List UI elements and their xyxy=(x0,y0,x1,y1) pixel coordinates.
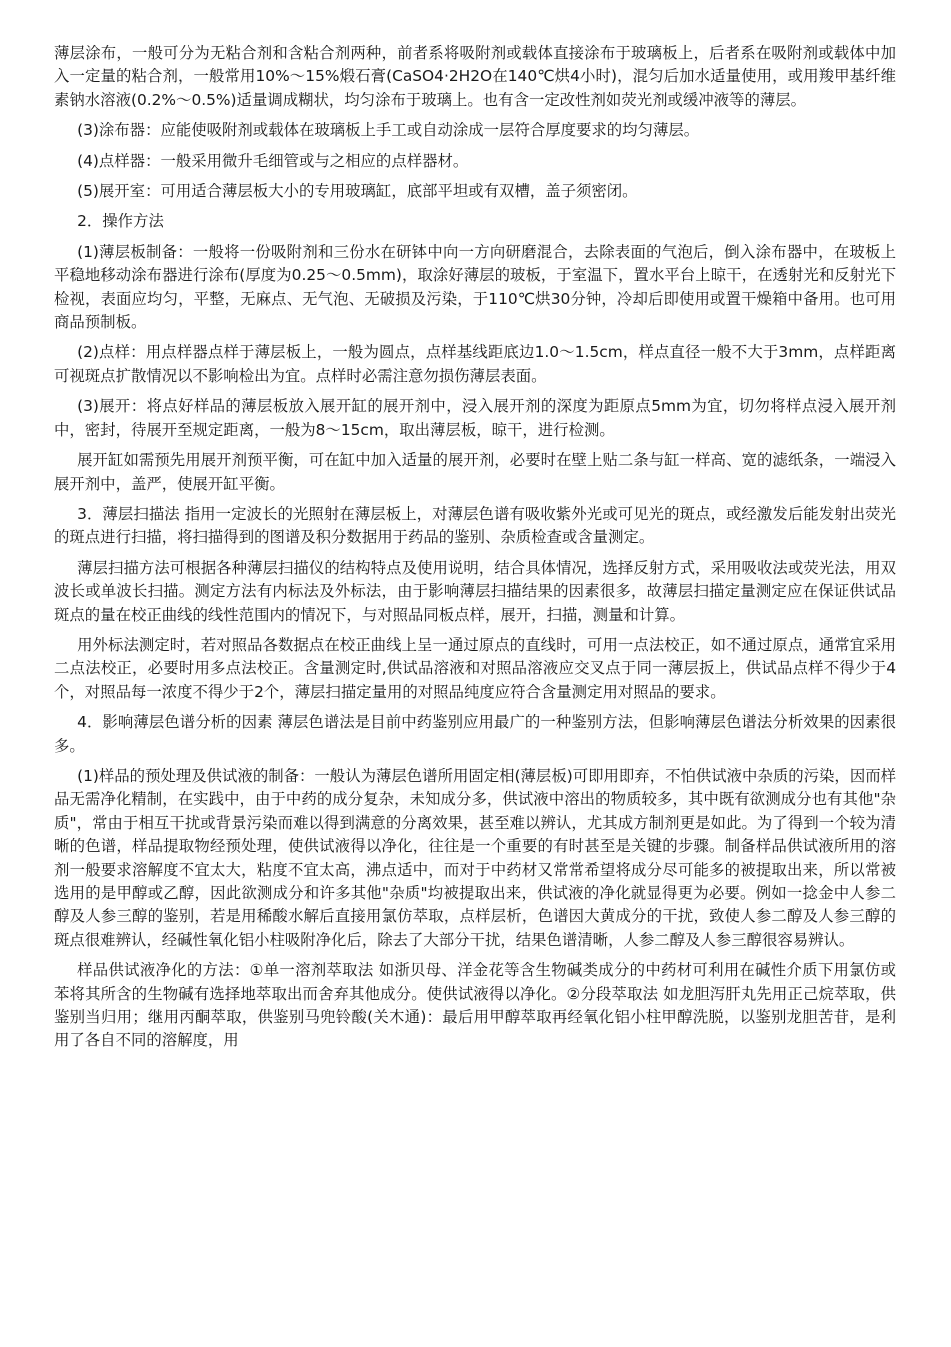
paragraph: (3)展开：将点好样品的薄层板放入展开缸的展开剂中，浸入展开剂的深度为距原点5mm为宜，切勿将样点浸入展开剂中，密封，待展开至规定距离，一般为8～15cm，取出薄层板，晾干，进行检测。 xyxy=(54,397,896,439)
paragraph: 样品供试液净化的方法：①单一溶剂萃取法 如浙贝母、洋金花等含生物碱类成分的中药材可利用在碱性介质下用氯仿或苯将其所含的生物碱有选择地萃取出而舍弃其他成分。使供试液得以净化。②分段萃取法 如龙胆泻肝丸先用正己烷萃取，供鉴别当归用；继用丙酮萃取，供鉴别马兜铃酸(关木通)：最后用甲醇萃取再经氧化铝小柱甲醇洗脱，以鉴别龙胆苦苷，是利用了各自不同的溶解度，用 xyxy=(54,961,896,1050)
paragraph: (3)涂布器：应能使吸附剂或载体在玻璃板上手工或自动涂成一层符合厚度要求的均匀薄层。 xyxy=(77,121,700,140)
paragraph: 展开缸如需预先用展开剂预平衡，可在缸中加入适量的展开剂，必要时在壁上贴二条与缸一样高、宽的滤纸条，一端浸入展开剂中，盖严，使展开缸平衡。 xyxy=(54,451,896,493)
paragraph: (4)点样器：一般采用微升毛细管或与之相应的点样器材。 xyxy=(77,151,469,170)
paragraph: (1)薄层板制备：一般将一份吸附剂和三份水在研钵中向一方向研磨混合，去除表面的气泡后，倒入涂布器中，在玻板上平稳地移动涂布器进行涂布(厚度为0.25～0.5mm)，取涂好薄层的玻板，于室温下，置水平台上晾干，在透射光和反射光下检视，表面应均匀，平整，无麻点、无气泡、无破损及污染，于110℃烘30分钟，冷却后即使用或置干燥箱中备用。也可用商品预制板。 xyxy=(54,242,896,332)
paragraph: 薄层扫描方法可根据各种薄层扫描仪的结构特点及使用说明，结合具体情况，选择反射方式，采用吸收法或荧光法，用双波长或单波长扫描。测定方法有内标法及外标法，由于影响薄层扫描结果的因素很多，故薄层扫描定量测定应在保证供试品斑点的量在校正曲线的线性范围内的情况下，与对照品同板点样，展开，扫描，测量和计算。 xyxy=(54,558,896,624)
paragraph: 用外标法测定时，若对照品各数据点在校正曲线上呈一通过原点的直线时，可用一点法校正，如不通过原点，通常宜采用二点法校正，必要时用多点法校正。含量测定时,供试品溶液和对照品溶液应交叉点于同一薄层扳上，供试品点样不得少于4个，对照品每一浓度不得少于2个，薄层扫描定量用的对照品纯度应符合含量测定用对照品的要求。 xyxy=(54,635,896,701)
section-heading: 2．操作方法 xyxy=(77,212,164,231)
paragraph: 薄层涂布，一般可分为无粘合剂和含粘合剂两种，前者系将吸附剂或载体直接涂布于玻璃板上，后者系在吸附剂或载体中加入一定量的粘合剂，一般常用10%～15%煅石膏(CaSO4·2H2O在140℃烘4小时)，混匀后加水适量使用，或用羧甲基纤维素钠水溶液(0.2%～0.5%)适量调成糊状，均匀涂布于玻璃上。也有含一定改性剂如荧光剂或缓冲液等的薄层。 xyxy=(54,44,896,109)
paragraph: 4．影响薄层色谱分析的因素 薄层色谱法是目前中药鉴别应用最广的一种鉴别方法，但影响薄层色谱法分析效果的因素很多。 xyxy=(54,713,896,755)
paragraph: (1)样品的预处理及供试液的制备：一般认为薄层色谱所用固定相(薄层板)可即用即弃，不怕供试液中杂质的污染，因而样品无需净化精制，在实践中，由于中药的成分复杂，未知成分多，供试液中溶出的物质较多，其中既有欲测成分也有其他"杂质"，常由于相互干扰或背景污染而难以得到满意的分离效果，甚至难以辨认，尤其成方制剂更是如此。为了得到一个较为清晰的色谱，样品提取物经预处理，使供试液得以净化，往往是一个重要的有时甚至是关键的步骤。制备样品供试液所用的溶剂一般要求溶解度不宜太大，粘度不宜太高，沸点适中，而对于中药材又常常希望将成分尽可能多的被提取出来，所以常被选用的是甲醇或乙醇，因此欲测成分和许多其他"杂质"均被提取出来，供试液的净化就显得更为必要。例如一捻金中人参二醇及人参三醇的鉴别，若是用稀酸水解后直接用氯仿萃取，点样层析，色谱因大黄成分的干扰，致使人参二醇及人参三醇的斑点很难辨认，经碱性氧化铝小柱吸附净化后，除去了大部分干扰，结果色谱清晰，人参二醇及人参三醇很容易辨认。 xyxy=(54,766,896,949)
paragraph: (2)点样：用点样器点样于薄层板上，一般为圆点，点样基线距底边1.0～1.5cm，样点直径一般不大于3mm，点样距离可视斑点扩散情况以不影响检出为宜。点样时必需注意勿损伤薄层表面。 xyxy=(54,343,896,385)
paragraph: 3．薄层扫描法 指用一定波长的光照射在薄层板上，对薄层色谱有吸收紫外光或可见光的斑点，或经激发后能发射出荧光的斑点进行扫描，将扫描得到的图谱及积分数据用于药品的鉴别、杂质检查或含量测定。 xyxy=(54,504,896,547)
document-page xyxy=(54,42,896,1060)
paragraph: (5)展开室：可用适合薄层板大小的专用玻璃缸，底部平坦或有双槽，盖子须密闭。 xyxy=(77,182,638,201)
